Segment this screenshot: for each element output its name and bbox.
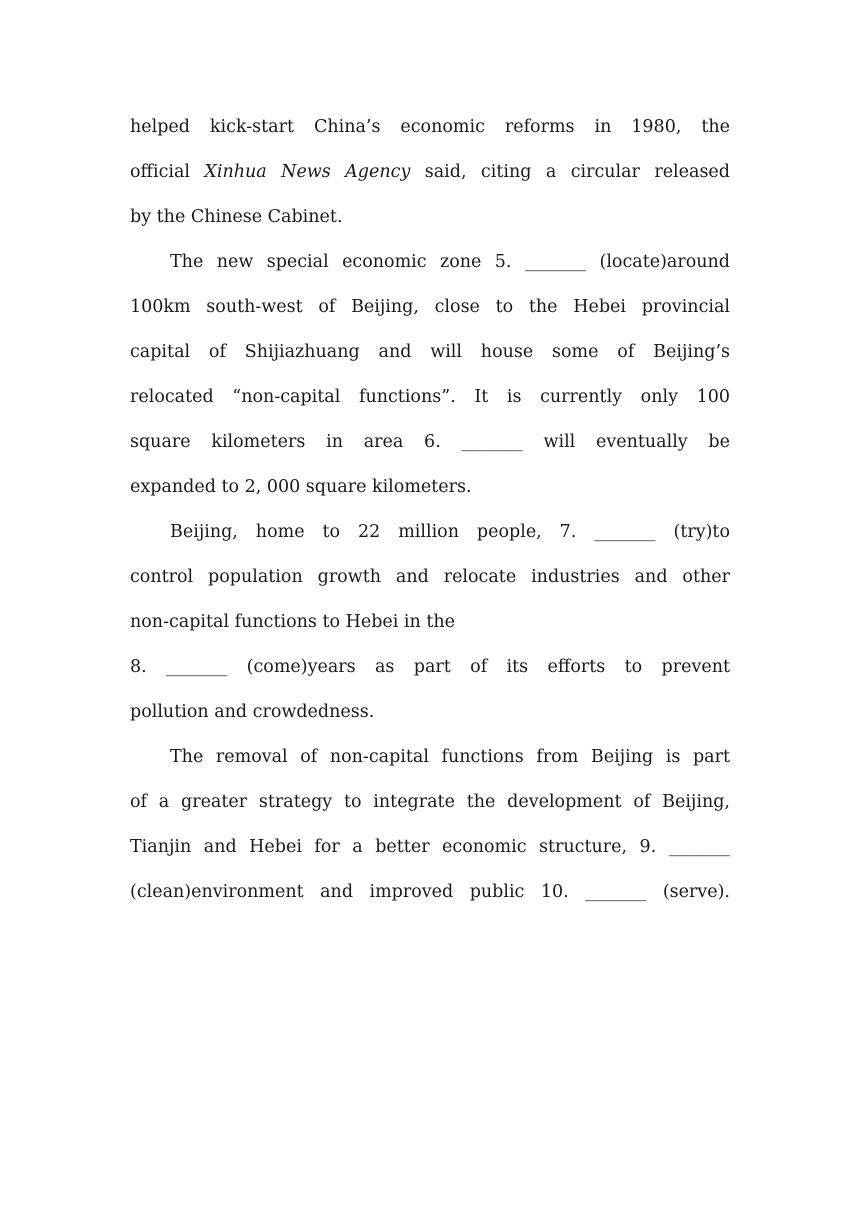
paragraph-2 bbox=[130, 240, 730, 510]
paragraph-2-line-3: capital of Shijiazhuang and will house some of Beijing’s bbox=[130, 342, 730, 362]
paragraph-2-line-2: 100km south-west of Beijing, close to the Hebei provincial bbox=[130, 297, 730, 317]
document-page bbox=[130, 105, 730, 915]
paragraph-2-line-4: relocated “non-capital functions”. It is currently only 100 bbox=[130, 387, 730, 407]
line-text: official bbox=[130, 162, 190, 182]
line-text: said, citing a circular released bbox=[424, 162, 730, 182]
paragraph-4-line-4: (clean)environment and improved public 10. _______ (serve). bbox=[130, 882, 730, 902]
paragraph-4 bbox=[130, 735, 730, 915]
paragraph-4-line-2: of a greater strategy to integrate the development of Beijing, bbox=[130, 792, 730, 812]
paragraph-3-line-4: 8. _______ (come)years as part of its efforts to prevent bbox=[130, 657, 730, 677]
paragraph-1-line-2 bbox=[130, 150, 730, 195]
paragraph-1 bbox=[130, 105, 730, 240]
paragraph-3 bbox=[130, 510, 730, 735]
paragraph-2-line-1: The new special economic zone 5. _______ (locate)around bbox=[170, 252, 730, 272]
paragraph-3-line-1: Beijing, home to 22 million people, 7. _______ (try)to bbox=[170, 522, 730, 542]
paragraph-2-line-5: square kilometers in area 6. _______ will eventually be bbox=[130, 432, 730, 452]
agency-name: Xinhua News Agency bbox=[204, 162, 411, 182]
paragraph-4-line-1: The removal of non-capital functions from Beijing is part bbox=[170, 747, 730, 767]
paragraph-3-line-3: non-capital functions to Hebei in the bbox=[130, 612, 456, 632]
paragraph-1-line-1: helped kick-start China’s economic reforms in 1980, the bbox=[130, 117, 730, 137]
paragraph-1-line-3: by the Chinese Cabinet. bbox=[130, 207, 343, 227]
paragraph-4-line-3: Tianjin and Hebei for a better economic structure, 9. _______ bbox=[130, 837, 730, 857]
paragraph-3-line-2: control population growth and relocate industries and other bbox=[130, 567, 730, 587]
paragraph-3-line-5: pollution and crowdedness. bbox=[130, 702, 375, 722]
paragraph-2-line-6: expanded to 2, 000 square kilometers. bbox=[130, 477, 472, 497]
